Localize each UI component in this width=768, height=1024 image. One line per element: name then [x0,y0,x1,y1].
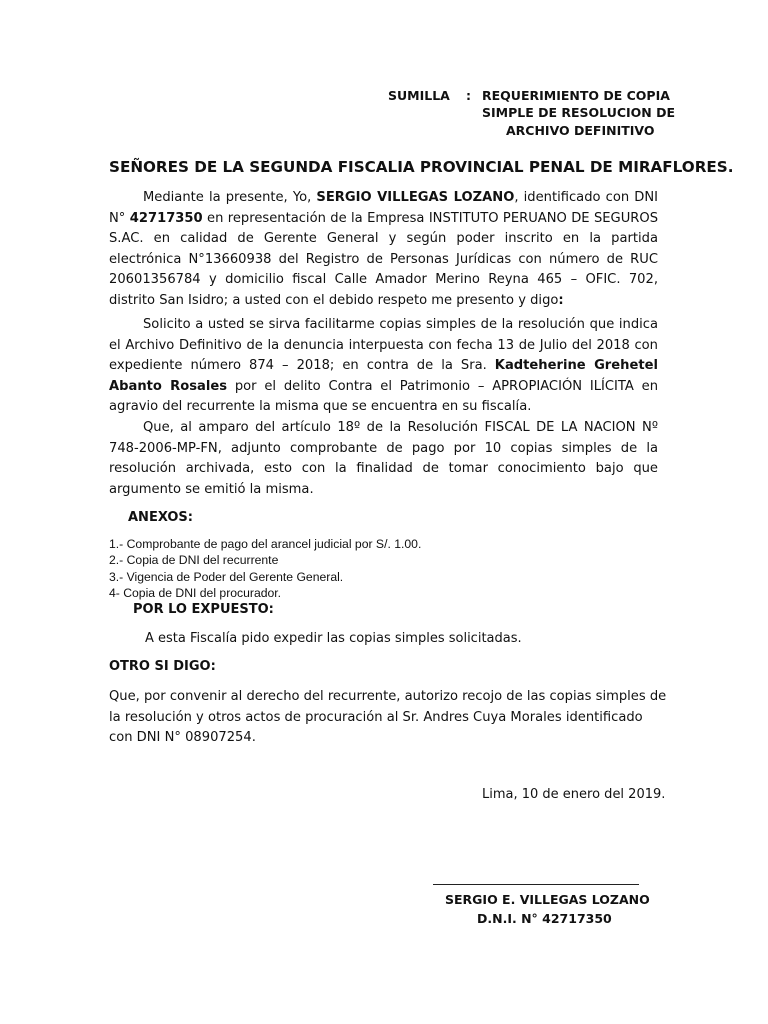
anexo-item: 1.- Comprobante de pago del arancel judicial por S/. 1.00. [109,537,422,551]
petition-line: A esta Fiscalía pido expedir las copias simples solicitadas. [145,631,522,646]
sumilla-colon: : [466,88,471,103]
applicant-dni: 42717350 [129,210,203,226]
anexo-item: 2.- Copia de DNI del recurrente [109,553,279,568]
request-paragraph [109,315,658,418]
signature-line [433,884,639,885]
signatory-dni: D.N.I. N° 42717350 [477,911,612,926]
sumilla-line-2: SIMPLE DE RESOLUCION DE [482,105,676,120]
anexo-item: 3.- Vigencia de Poder del Gerente General. [109,569,344,584]
addressee-heading: SEÑORES DE LA SEGUNDA FISCALIA PROVINCIAL PENAL DE MIRAFLORES. [109,158,734,176]
applicant-name: SERGIO VILLEGAS LOZANO [316,190,515,205]
intro-text-1: Mediante la presente, Yo, [143,190,317,205]
sumilla-label: SUMILLA [388,88,450,103]
intro-colon: : [558,292,564,308]
intro-paragraph [109,188,658,312]
sumilla-line-1: REQUERIMIENTO DE COPIA [482,88,670,103]
anexos-list [109,536,421,601]
intro-text-2: , identificado con DNI N° [109,190,659,226]
authorization-paragraph: Que, por convenir al derecho del recurrente, autorizo recojo de las copias simples de la resolución y otros actos de procuración al Sr. Andres Cuya Morales identificado con DNI N° 08907254. [109,689,667,746]
anexos-heading: ANEXOS: [128,510,193,525]
signatory-name: SERGIO E. VILLEGAS LOZANO [445,892,650,907]
anexo-item: 4- Copia de DNI del procurador. [109,585,282,600]
place-date: Lima, 10 de enero del 2019. [482,787,666,802]
sumilla-line-3: ARCHIVO DEFINITIVO [506,123,655,138]
intro-text-3: en representación de la Empresa INSTITUTO PERUANO DE SEGUROS S.AC. en calidad de Gerente General y según poder inscrito en la partida electrónica N°13660938 del Registro de Personas Jurídicas con número de RUC 20601356784 y domicilio fiscal Calle Amador Merino Reyna 465 – OFIC. 702, distrito San Isidro; a usted con el debido respeto me presento y digo [109,210,659,308]
por-lo-expuesto-heading: POR LO EXPUESTO: [133,602,274,617]
request-text-2: por el delito Contra el Patrimonio – APROPIACIÓN ILÍCITA en agravio del recurrente la misma que se encuentra en su fiscalía. [109,378,658,415]
request-text-1: Solicito a usted se sirva facilitarme copias simples de la resolución que indica el Archivo Definitivo de la denuncia interpuesta con fecha 13 de Julio del 2018 con expediente número 874 – 2018; en contra de la Sra. [109,317,658,374]
legal-basis-paragraph: Que, al amparo del artículo 18º de la Resolución FISCAL DE LA NACION Nº 748-2006-MP-FN, adjunto comprobante de pago por 10 copias simples de la resolución archivada, esto con la finalidad de tomar conocimiento bajo que argumento se emitió la misma. [109,420,658,497]
otro-si-digo-heading: OTRO SI DIGO: [109,659,216,674]
defendant-name: Kadteherine Grehetel Abanto Rosales [109,358,658,394]
